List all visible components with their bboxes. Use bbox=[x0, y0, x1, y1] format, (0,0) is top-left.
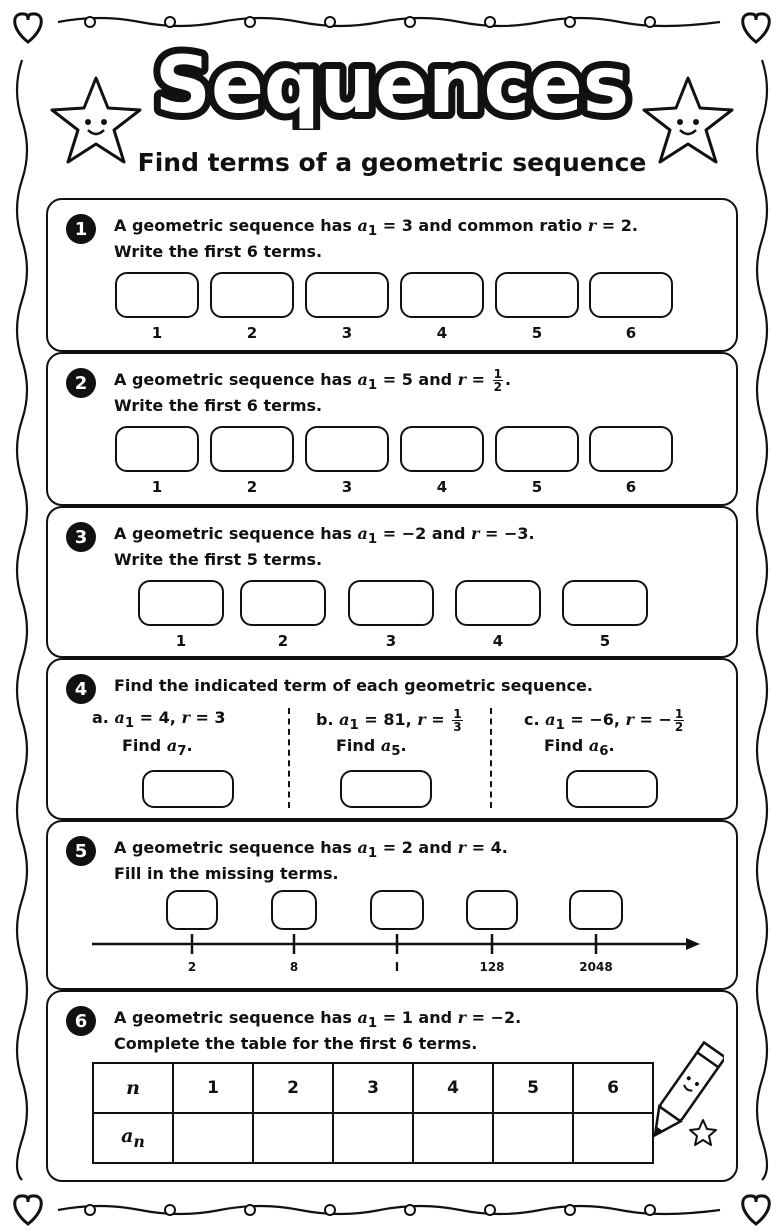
term-label: 5 bbox=[531, 478, 543, 496]
question-text: A geometric sequence has $a_1 = 3$ and common ratio r = 2. bbox=[114, 216, 638, 240]
answer-cell[interactable] bbox=[493, 1113, 573, 1163]
answer-box[interactable] bbox=[138, 580, 224, 626]
table-cell: 1 bbox=[173, 1063, 253, 1113]
term-label: 2 bbox=[277, 632, 289, 650]
question-5 bbox=[46, 820, 738, 990]
answer-box[interactable] bbox=[340, 770, 432, 808]
question-text: A geometric sequence has $a_1 = 5$ and r = $\frac{1}{2}$ . bbox=[114, 367, 512, 394]
question-1 bbox=[46, 198, 738, 352]
question-instruction: Fill in the missing terms. bbox=[114, 864, 339, 883]
answer-box[interactable] bbox=[210, 272, 294, 318]
answer-cell[interactable] bbox=[573, 1113, 653, 1163]
term-label: 4 bbox=[436, 478, 448, 496]
part-a-find: Find $a_7$. bbox=[122, 736, 193, 760]
answer-box[interactable] bbox=[589, 272, 673, 318]
tick-label: 128 bbox=[479, 960, 505, 974]
answer-box[interactable] bbox=[370, 890, 424, 930]
term-label: 1 bbox=[151, 478, 163, 496]
question-number: 2 bbox=[66, 368, 96, 398]
question-2 bbox=[46, 352, 738, 506]
answer-box[interactable] bbox=[305, 272, 389, 318]
question-6 bbox=[46, 990, 738, 1182]
term-label: 4 bbox=[492, 632, 504, 650]
table-row bbox=[93, 1113, 653, 1163]
page-subtitle: Find terms of a geometric sequence bbox=[137, 148, 647, 177]
question-instruction: Write the first 6 terms. bbox=[114, 242, 323, 261]
term-label: 6 bbox=[625, 324, 637, 342]
number-line bbox=[88, 930, 708, 960]
answer-box[interactable] bbox=[166, 890, 218, 930]
question-number: 4 bbox=[66, 674, 96, 704]
answer-box[interactable] bbox=[466, 890, 518, 930]
table-row bbox=[93, 1063, 653, 1113]
answer-box[interactable] bbox=[495, 426, 579, 472]
question-instruction: Write the first 6 terms. bbox=[114, 396, 323, 415]
question-text: A geometric sequence has $a_1 = 2$ and r = 4. bbox=[114, 838, 508, 862]
answer-cell[interactable] bbox=[173, 1113, 253, 1163]
part-c-find: Find $a_6$. bbox=[544, 736, 615, 760]
tick-label: I bbox=[394, 960, 400, 974]
divider bbox=[490, 708, 492, 808]
terms-table bbox=[92, 1062, 654, 1164]
term-label: 1 bbox=[175, 632, 187, 650]
page-title bbox=[150, 40, 634, 130]
answer-box[interactable] bbox=[271, 890, 317, 930]
question-4 bbox=[46, 658, 738, 820]
question-text: Find the indicated term of each geometric sequence. bbox=[114, 676, 593, 695]
answer-box[interactable] bbox=[566, 770, 658, 808]
question-text: A geometric sequence has $a_1 = -2$ and r = −3. bbox=[114, 524, 535, 548]
table-header-cell: n bbox=[93, 1063, 173, 1113]
table-cell: 6 bbox=[573, 1063, 653, 1113]
question-instruction: Complete the table for the first 6 terms. bbox=[114, 1034, 478, 1053]
table-cell: 5 bbox=[493, 1063, 573, 1113]
answer-cell[interactable] bbox=[413, 1113, 493, 1163]
answer-cell[interactable] bbox=[333, 1113, 413, 1163]
table-cell: 4 bbox=[413, 1063, 493, 1113]
term-label: 1 bbox=[151, 324, 163, 342]
answer-box[interactable] bbox=[240, 580, 326, 626]
term-label: 2 bbox=[246, 324, 258, 342]
part-b-find: Find $a_5$. bbox=[336, 736, 407, 760]
answer-box[interactable] bbox=[569, 890, 623, 930]
answer-box[interactable] bbox=[115, 426, 199, 472]
title-text: Sequences bbox=[154, 41, 630, 130]
part-b-condition: b. $a_1 = 81$, r = $\frac{1}{3}$ bbox=[316, 707, 462, 734]
tick-label: 2 bbox=[187, 960, 197, 974]
term-label: 3 bbox=[341, 478, 353, 496]
term-label: 5 bbox=[599, 632, 611, 650]
term-label: 6 bbox=[625, 478, 637, 496]
tick-label: 2048 bbox=[579, 960, 613, 974]
answer-box[interactable] bbox=[455, 580, 541, 626]
question-number: 5 bbox=[66, 836, 96, 866]
answer-box[interactable] bbox=[495, 272, 579, 318]
table-cell: 3 bbox=[333, 1063, 413, 1113]
answer-box[interactable] bbox=[348, 580, 434, 626]
question-number: 1 bbox=[66, 214, 96, 244]
term-label: 5 bbox=[531, 324, 543, 342]
divider bbox=[288, 708, 290, 808]
term-label: 3 bbox=[341, 324, 353, 342]
answer-box[interactable] bbox=[142, 770, 234, 808]
question-3 bbox=[46, 506, 738, 658]
answer-box[interactable] bbox=[589, 426, 673, 472]
small-star-icon bbox=[688, 1118, 718, 1148]
table-header-cell: $a_n$ bbox=[93, 1113, 173, 1163]
answer-cell[interactable] bbox=[253, 1113, 333, 1163]
answer-box[interactable] bbox=[115, 272, 199, 318]
answer-box[interactable] bbox=[562, 580, 648, 626]
term-label: 3 bbox=[385, 632, 397, 650]
answer-box[interactable] bbox=[400, 272, 484, 318]
term-label: 4 bbox=[436, 324, 448, 342]
answer-box[interactable] bbox=[305, 426, 389, 472]
question-number: 6 bbox=[66, 1006, 96, 1036]
question-text: A geometric sequence has $a_1 = 1$ and r = −2. bbox=[114, 1008, 522, 1032]
question-number: 3 bbox=[66, 522, 96, 552]
table-cell: 2 bbox=[253, 1063, 333, 1113]
question-instruction: Write the first 5 terms. bbox=[114, 550, 323, 569]
tick-label: 8 bbox=[289, 960, 299, 974]
part-a-condition: a. $a_1 = 4$, r = 3 bbox=[92, 708, 226, 732]
part-c-condition: c. $a_1 = -6$, r = − $\frac{1}{2}$ bbox=[524, 707, 684, 734]
answer-box[interactable] bbox=[400, 426, 484, 472]
term-label: 2 bbox=[246, 478, 258, 496]
answer-box[interactable] bbox=[210, 426, 294, 472]
